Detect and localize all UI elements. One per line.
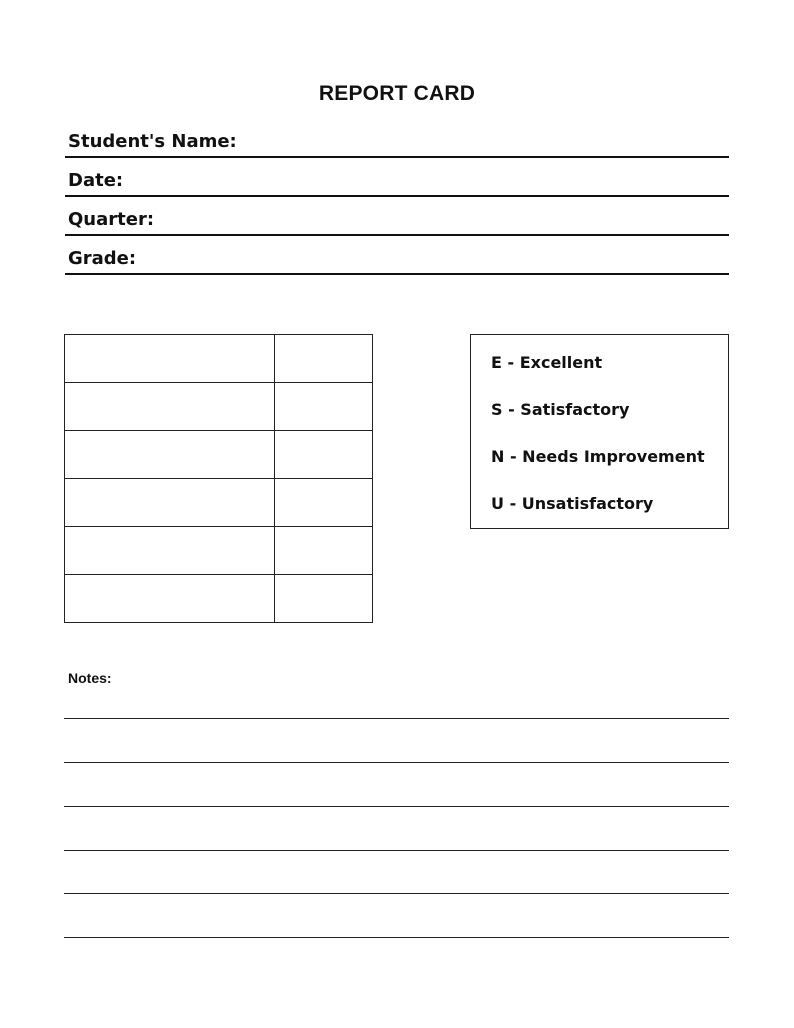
notes-line[interactable] — [64, 850, 729, 851]
score-cell[interactable] — [275, 431, 373, 479]
quarter-field[interactable] — [65, 202, 729, 236]
date-field[interactable] — [65, 163, 729, 197]
grade-label: Grade: — [68, 248, 137, 269]
legend-item-excellent: E - Excellent — [491, 353, 603, 372]
legend-item-satisfactory: S - Satisfactory — [491, 400, 630, 419]
notes-line[interactable] — [64, 718, 729, 719]
subject-cell[interactable] — [65, 527, 275, 575]
student-name-label: Student's Name: — [68, 131, 237, 152]
grade-field[interactable] — [65, 241, 729, 275]
page-title: REPORT CARD — [318, 82, 476, 105]
table-row — [65, 479, 373, 527]
grades-table — [64, 334, 373, 623]
table-row — [65, 383, 373, 431]
notes-line[interactable] — [64, 893, 729, 894]
table-row — [65, 575, 373, 623]
student-name-field[interactable] — [65, 124, 729, 158]
score-cell[interactable] — [275, 479, 373, 527]
subject-cell[interactable] — [65, 383, 275, 431]
score-cell[interactable] — [275, 527, 373, 575]
grading-legend — [470, 334, 729, 529]
score-cell[interactable] — [275, 575, 373, 623]
score-cell[interactable] — [275, 383, 373, 431]
legend-item-needs-improvement: N - Needs Improvement — [491, 447, 705, 466]
table-row — [65, 527, 373, 575]
notes-line[interactable] — [64, 762, 729, 763]
notes-label: Notes: — [68, 670, 112, 686]
notes-line[interactable] — [64, 937, 729, 938]
notes-line[interactable] — [64, 806, 729, 807]
subject-cell[interactable] — [65, 431, 275, 479]
table-row — [65, 431, 373, 479]
date-label: Date: — [68, 170, 124, 191]
quarter-label: Quarter: — [68, 209, 155, 230]
subject-cell[interactable] — [65, 575, 275, 623]
table-row — [65, 335, 373, 383]
subject-cell[interactable] — [65, 479, 275, 527]
score-cell[interactable] — [275, 335, 373, 383]
legend-item-unsatisfactory: U - Unsatisfactory — [491, 494, 654, 513]
subject-cell[interactable] — [65, 335, 275, 383]
